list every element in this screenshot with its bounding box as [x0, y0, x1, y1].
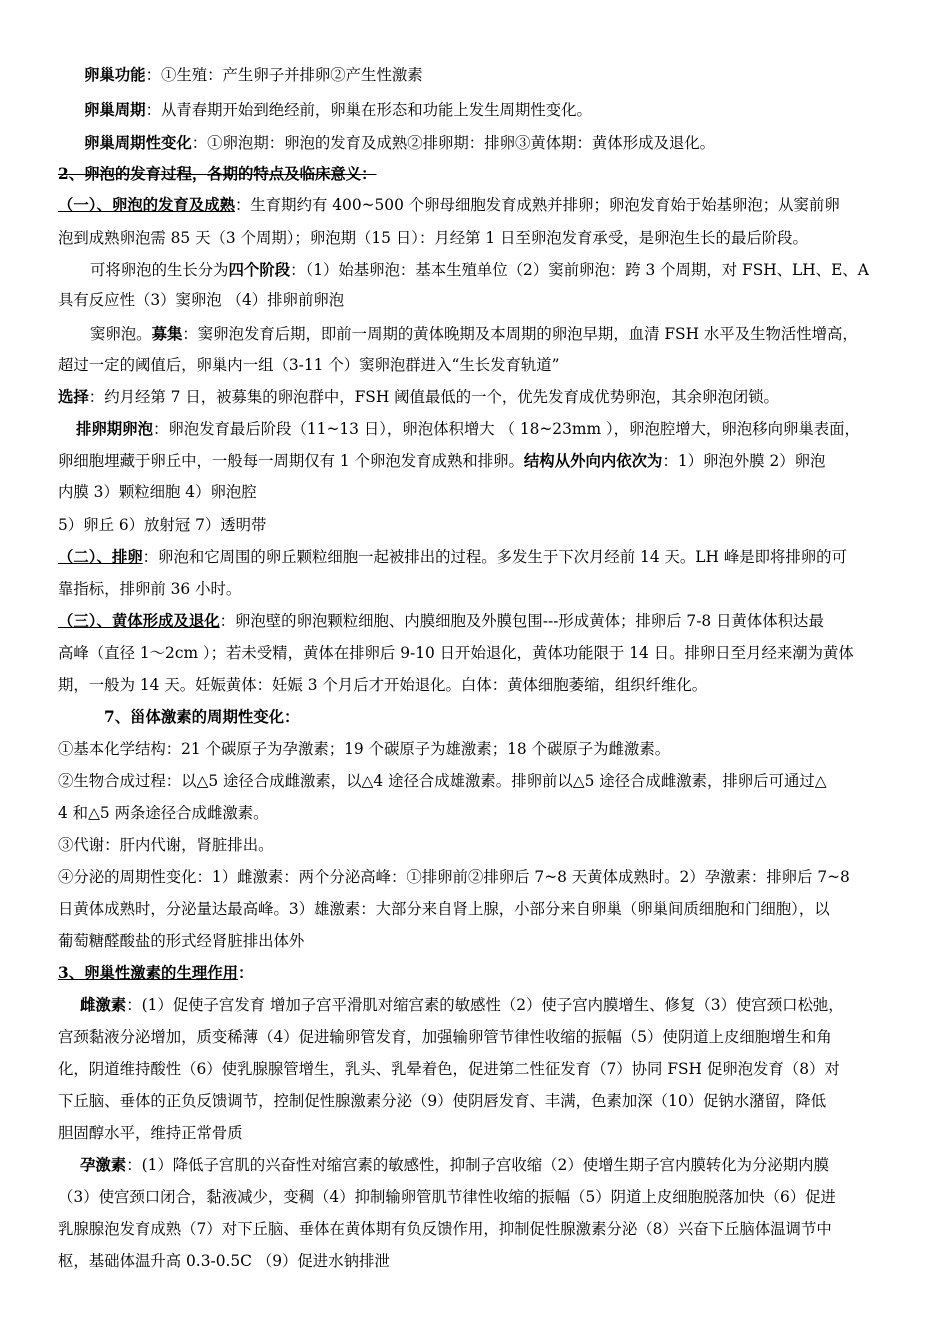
estrogen-para: 雌激素：(1）促使子宫发育 增加子宫平滑肌对缩宫素的敏感性（2）使子宫内膜增生、修复（3）使宫颈口松弛，	[80, 996, 844, 1014]
estrogen-line3: 化，阴道维持酸性（6）使乳腺腺管增生，乳头、乳晕着色，促进第二性征发育（7）协同 FSH 促卵泡发育（8）对	[58, 1060, 840, 1078]
progesterone-label: 孕激素	[80, 1156, 127, 1174]
steroid-secretion-line: ④分泌的周期性变化：1）雌激素：两个分泌高峰：①排卵前②排卵后 7~8 天黄体成熟时。2）孕激素：排卵后 7~8	[58, 868, 850, 886]
corpus-luteum-label: （三）、黄体形成及退化	[58, 612, 220, 630]
ovary-change-label: 卵巢周期性变化	[84, 134, 192, 152]
section-7-heading: 7、甾体激素的周期性变化：	[104, 708, 300, 726]
structure-order-label: 结构从外向内依次为	[523, 452, 663, 470]
ovary-cycle-line: 卵巢周期：从青春期开始到绝经前，卵巢在形态和功能上发生周期性变化。	[84, 101, 592, 119]
follicle-development-line2: 泡到成熟卵泡需 85 天（3 个周期）；卵泡期（15 日）：月经第 1 日至卵泡发育承受，是卵泡生长的最后阶段。	[58, 229, 808, 247]
recruitment-line2: 超过一定的阈值后，卵巢内一组（3-11 个）窦卵泡群进入“生长发育轨道”	[58, 356, 560, 374]
steroid-synthesis-line2: 4 和△5 两条途径合成雌激素。	[58, 804, 269, 822]
steroid-synthesis-line: ②生物合成过程：以△5 途径合成雌激素，以△4 途径合成雄激素。排卵前以△5 途径合成雌激素，排卵后可通过△	[58, 772, 827, 790]
corpus-luteum-line2: 高峰（直径 1～2cm ）；若未受精，黄体在排卵后 9-10 日开始退化，黄体功能限于 14 日。排卵日至月经来潮为黄体	[58, 644, 854, 662]
corpus-luteum-para: （三）、黄体形成及退化：卵泡壁的卵泡颗粒细胞、内膜细胞及外膜包围---形成黄体；排卵后 7-8 日黄体体积达最	[58, 612, 824, 630]
ovulatory-follicle-line4: 5）卵丘 6）放射冠 7）透明带	[58, 516, 267, 534]
four-stages-para: 可将卵泡的生长分为四个阶段：（1）始基卵泡：基本生殖单位（2）窦前卵泡：跨 3 个周期，对 FSH、LH、E、A	[90, 261, 869, 279]
recruitment-para: 窦卵泡。募集：窦卵泡发育后期，即前一周期的黄体晚期及本周期的卵泡早期，血清 FSH 水平及生物活性增高，	[90, 325, 858, 343]
four-stages-label: 四个阶段	[228, 261, 291, 279]
follicle-development-para: （一）、卵泡的发育及成熟：生育期约有 400~500 个卵母细胞发育成熟并排卵；卵泡发育始于始基卵泡；从窦前卵	[58, 196, 840, 214]
progesterone-para: 孕激素：(1）降低子宫肌的兴奋性对缩宫素的敏感性，抑制子宫收缩（2）使增生期子宫内膜转化为分泌期内膜	[80, 1156, 829, 1174]
ovulatory-follicle-line2: 卵细胞埋藏于卵丘中，一般每一周期仅有 1 个卵泡发育成熟和排卵。结构从外向内依次为：1）卵泡外膜 2）卵泡	[58, 452, 826, 470]
ovulation-label: （二）、排卵	[58, 548, 143, 566]
steroid-secretion-line3: 葡萄糖醛酸盐的形式经肾脏排出体外	[58, 932, 305, 950]
steroid-metabolism-line: ③代谢：肝内代谢，肾脏排出。	[58, 836, 274, 854]
selection-label: 选择	[58, 388, 89, 406]
ovulation-line2: 靠指标，排卵前 36 小时。	[58, 580, 242, 598]
recruitment-label: 募集	[151, 325, 183, 343]
ovary-cycle-label: 卵巢周期	[84, 101, 146, 119]
ovulation-para: （二）、排卵：卵泡和它周围的卵丘颗粒细胞一起被排出的过程。多发生于下次月经前 14 天。LH 峰是即将排卵的可	[58, 548, 847, 566]
ovary-function-label: 卵巢功能	[84, 66, 146, 84]
four-stages-line2: 具有反应性（3）窦卵泡 （4）排卵前卵泡	[58, 291, 345, 309]
section-3-heading: 3、卵巢性激素的生理作用：	[58, 964, 254, 982]
estrogen-line5: 胆固醇水平，维持正常骨质	[58, 1124, 243, 1142]
ovulatory-follicle-label: 排卵期卵泡	[76, 420, 153, 438]
estrogen-line2: 宫颈黏液分泌增加，质变稀薄（4）促进输卵管发育，加强输卵管节律性收缩的振幅（5）使阴道上皮细胞增生和角	[58, 1028, 832, 1046]
estrogen-label: 雌激素	[80, 996, 127, 1014]
selection-para: 选择：约月经第 7 日，被募集的卵泡群中，FSH 阈值最低的一个，优先发育成优势卵泡，其余卵泡闭锁。	[58, 388, 779, 406]
ovary-function-line: 卵巢功能：①生殖：产生卵子并排卵②产生性激素	[84, 66, 423, 84]
follicle-development-label: （一）、卵泡的发育及成熟	[58, 196, 235, 214]
steroid-secretion-line2: 日黄体成熟时，分泌量达最高峰。3）雄激素：大部分来自肾上腺，小部分来自卵巢（卵巢间质细胞和门细胞），以	[58, 900, 830, 918]
ovary-change-line: 卵巢周期性变化：①卵泡期：卵泡的发育及成熟②排卵期：排卵③黄体期：黄体形成及退化。	[84, 134, 716, 152]
ovulatory-follicle-line3: 内膜 3）颗粒细胞 4）卵泡腔	[58, 483, 257, 501]
steroid-structure-line: ①基本化学结构：21 个碳原子为孕激素；19 个碳原子为雄激素；18 个碳原子为雌激素。	[58, 740, 671, 758]
progesterone-line4: 枢，基础体温升高 0.3-0.5C （9）促进水钠排泄	[58, 1252, 390, 1270]
ovulatory-follicle-para: 排卵期卵泡：卵泡发育最后阶段（11~13 日），卵泡体积增大 （ 18~23mm ），卵泡腔增大，卵泡移向卵巢表面，	[76, 420, 860, 438]
progesterone-line3: 乳腺腺泡发育成熟（7）对下丘脑、垂体在黄体期有负反馈作用，抑制促性腺激素分泌（8）兴奋下丘脑体温调节中	[58, 1220, 832, 1238]
section-2-heading: 2、卵泡的发育过程，各期的特点及临床意义：	[58, 165, 377, 183]
estrogen-line4: 下丘脑、垂体的正负反馈调节，控制促性腺激素分泌（9）使阴唇发育、丰满，色素加深（10）促钠水潴留，降低	[58, 1092, 827, 1110]
corpus-luteum-line3: 期，一般为 14 天。妊娠黄体：妊娠 3 个月后才开始退化。白体：黄体细胞萎缩，组织纤维化。	[58, 676, 708, 694]
progesterone-line2: （3）使宫颈口闭合，黏液减少，变稠（4）抑制输卵管肌节律性收缩的振幅（5）阴道上皮细胞脱落加快（6）促进	[58, 1188, 836, 1206]
